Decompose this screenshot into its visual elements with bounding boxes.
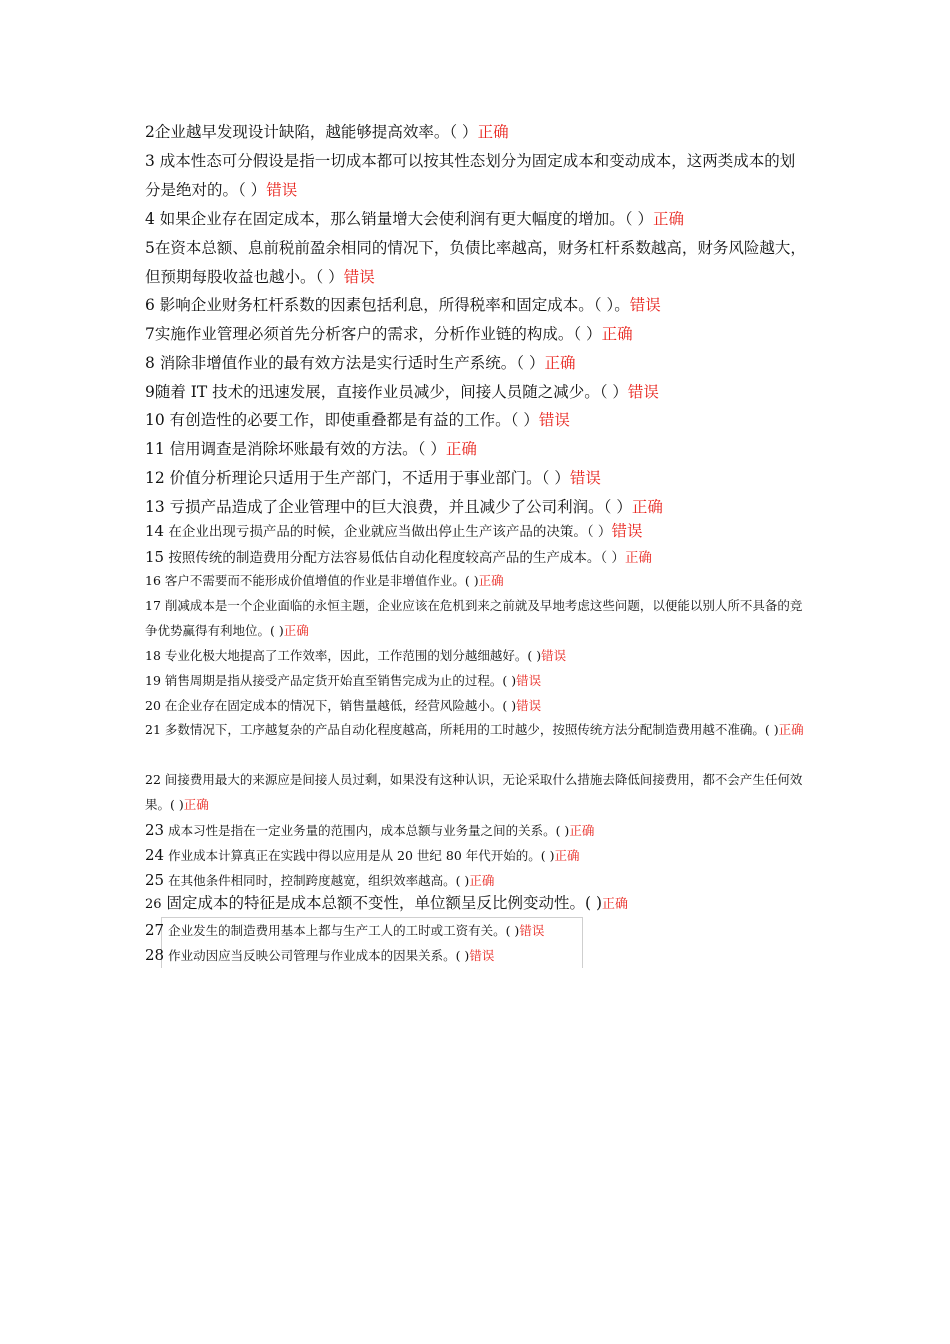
question-number: 17 <box>145 598 161 613</box>
question-number: 8 <box>145 354 155 372</box>
question-text: 亏损产品造成了企业管理中的巨大浪费，并且减少了公司利润。（ ） <box>164 498 632 516</box>
question-text: 在企业存在固定成本的情况下，销售量越低，经营风险越小。( ) <box>164 698 517 713</box>
question-item <box>145 768 810 817</box>
question-text: 作业动因应当反映公司管理与作业成本的因果关系。( ) <box>168 948 470 963</box>
answer-label: 正确 <box>469 873 495 888</box>
question-item <box>145 519 810 544</box>
answer-label: 正确 <box>478 573 504 588</box>
question-number: 11 <box>145 440 165 458</box>
question-text: 在企业出现亏损产品的时候，企业就应当做出停止生产该产品的决策。（ ） <box>168 524 612 540</box>
answer-label: 正确 <box>602 897 629 912</box>
question-number: 23 <box>145 821 165 839</box>
question-item <box>145 406 810 435</box>
question-number: 5 <box>145 239 155 257</box>
question-text: 消除非增值作业的最有效方法是实行适时生产系统。（ ） <box>154 354 545 372</box>
question-number: 2 <box>145 123 155 141</box>
question-text: 间接费用最大的来源应是间接人员过剩，如果没有这种认识，无论采取什么措施去降低间接费用，都不会产生任何效果。( ) <box>145 772 803 812</box>
answer-label: 正确 <box>445 440 477 458</box>
question-text: 销售周期是指从接受产品定货开始直至销售完成为止的过程。( ) <box>164 673 517 688</box>
answer-label: 正确 <box>631 498 663 516</box>
question-number: 20 <box>145 698 161 713</box>
question-item <box>145 843 810 869</box>
question-text: 实施作业管理必须首先分析客户的需求，分析作业链的构成。（ ） <box>154 325 602 343</box>
question-number: 15 <box>145 548 165 566</box>
answer-label: 正确 <box>283 622 309 638</box>
question-number: 27 <box>145 921 165 939</box>
answer-label: 错误 <box>541 648 567 663</box>
question-number: 19 <box>145 673 161 688</box>
question-number: 10 <box>145 411 165 429</box>
question-item <box>145 718 810 743</box>
question-text: 在其他条件相同时，控制跨度越宽，组织效率越高。( ) <box>168 873 470 888</box>
question-number: 7 <box>145 325 155 343</box>
question-item <box>145 545 810 570</box>
question-number: 26 <box>145 897 162 912</box>
answer-label: 错误 <box>516 673 542 688</box>
answer-label: 正确 <box>601 325 633 343</box>
answer-label: 正确 <box>778 722 804 737</box>
question-text: 专业化极大地提高了工作效率，因此，工作范围的划分越细越好。( ) <box>164 648 542 663</box>
question-text: 成本性态可分假设是指一切成本都可以按其性态划分为固定成本和变动成本，这两类成本的划分是绝对的。（ ） <box>145 152 796 199</box>
question-item <box>145 147 810 204</box>
question-item <box>145 435 810 464</box>
question-item <box>145 464 810 493</box>
question-text: 如果企业存在固定成本，那么销量增大会使利润有更大幅度的增加。（ ） <box>154 210 653 228</box>
question-item <box>145 943 810 969</box>
question-number: 14 <box>145 522 165 540</box>
question-number: 3 <box>145 152 155 170</box>
question-item <box>145 378 810 407</box>
question-text: 作业成本计算真正在实践中得以应用是从 20 世纪 80 年代开始的。( ) <box>168 848 555 863</box>
question-item <box>145 234 810 291</box>
answer-label: 错误 <box>538 411 570 429</box>
question-item <box>145 644 810 669</box>
question-number: 18 <box>145 648 161 663</box>
answer-label: 错误 <box>343 267 375 286</box>
question-text: 有创造性的必要工作，即使重叠都是有益的工作。（ ） <box>164 411 539 429</box>
question-text: 按照传统的制造费用分配方法容易低估自动化程度较高产品的生产成本。（ ） <box>168 550 625 566</box>
question-item <box>145 918 810 944</box>
question-text: 信用调查是消除坏账最有效的方法。（ ） <box>164 440 446 458</box>
answer-label: 错误 <box>611 522 643 540</box>
question-item <box>145 694 810 719</box>
answer-label: 正确 <box>554 848 580 863</box>
question-text: 成本习性是指在一定业务量的范围内，成本总额与业务量之间的关系。( ) <box>168 823 570 838</box>
answer-label: 正确 <box>652 210 684 228</box>
answer-label: 错误 <box>627 383 659 401</box>
question-text: 多数情况下，工序越复杂的产品自动化程度越高，所耗用的工时越少，按照传统方法分配制造费用越不准确。( ) <box>164 722 779 737</box>
question-item <box>145 493 810 522</box>
question-number: 9 <box>145 383 155 401</box>
question-number: 12 <box>145 469 165 487</box>
answer-label: 正确 <box>544 354 576 372</box>
question-number: 28 <box>145 946 165 964</box>
question-item <box>145 569 810 594</box>
question-text: 削减成本是一个企业面临的永恒主题，企业应该在危机到来之前就及早地考虑这些问题，以便能以别人所不具备的竞争优势赢得有利地位。( ) <box>145 598 803 638</box>
question-number: 24 <box>145 846 165 864</box>
question-item <box>145 890 810 918</box>
question-item <box>145 669 810 694</box>
question-text: 在资本总额、息前税前盈余相同的情况下，负债比率越高，财务杠杆系数越高，财务风险越大，但预期每股收益也越小。（ ） <box>145 239 806 286</box>
question-number: 22 <box>145 772 161 787</box>
question-text: 随着 IT 技术的迅速发展，直接作业员减少，间接人员随之减少。（ ） <box>154 383 628 401</box>
question-item <box>145 594 810 643</box>
question-number: 16 <box>145 573 161 588</box>
question-number: 6 <box>145 296 155 314</box>
answer-label: 错误 <box>266 180 298 199</box>
answer-label: 错误 <box>516 698 542 713</box>
question-number: 25 <box>145 871 165 889</box>
question-text: 企业发生的制造费用基本上都与生产工人的工时或工资有关。( ) <box>168 923 520 938</box>
question-item <box>145 320 810 349</box>
question-number: 21 <box>145 722 161 737</box>
answer-label: 错误 <box>519 923 545 938</box>
question-item <box>145 818 810 844</box>
answer-label: 错误 <box>569 469 601 487</box>
answer-label: 错误 <box>469 948 495 963</box>
answer-label: 正确 <box>624 550 652 566</box>
question-item <box>145 349 810 378</box>
question-text: 客户不需要而不能形成价值增值的作业是非增值作业。( ) <box>164 573 479 588</box>
question-text: 影响企业财务杠杆系数的因素包括利息，所得税率和固定成本。（ ）。 <box>154 296 630 314</box>
question-number: 4 <box>145 210 155 228</box>
answer-label: 正确 <box>477 123 509 141</box>
answer-label: 错误 <box>629 296 661 314</box>
question-item <box>145 118 810 147</box>
answer-label: 正确 <box>569 823 595 838</box>
question-item <box>145 291 810 320</box>
question-text: 固定成本的特征是成本总额不变性，单位额呈反比例变动性。( ) <box>166 894 603 912</box>
question-number: 13 <box>145 498 165 516</box>
question-item <box>145 205 810 234</box>
question-text: 价值分析理论只适用于生产部门，不适用于事业部门。（ ） <box>164 469 570 487</box>
answer-label: 正确 <box>183 796 209 812</box>
question-text: 企业越早发现设计缺陷，越能够提高效率。（ ） <box>154 123 478 141</box>
